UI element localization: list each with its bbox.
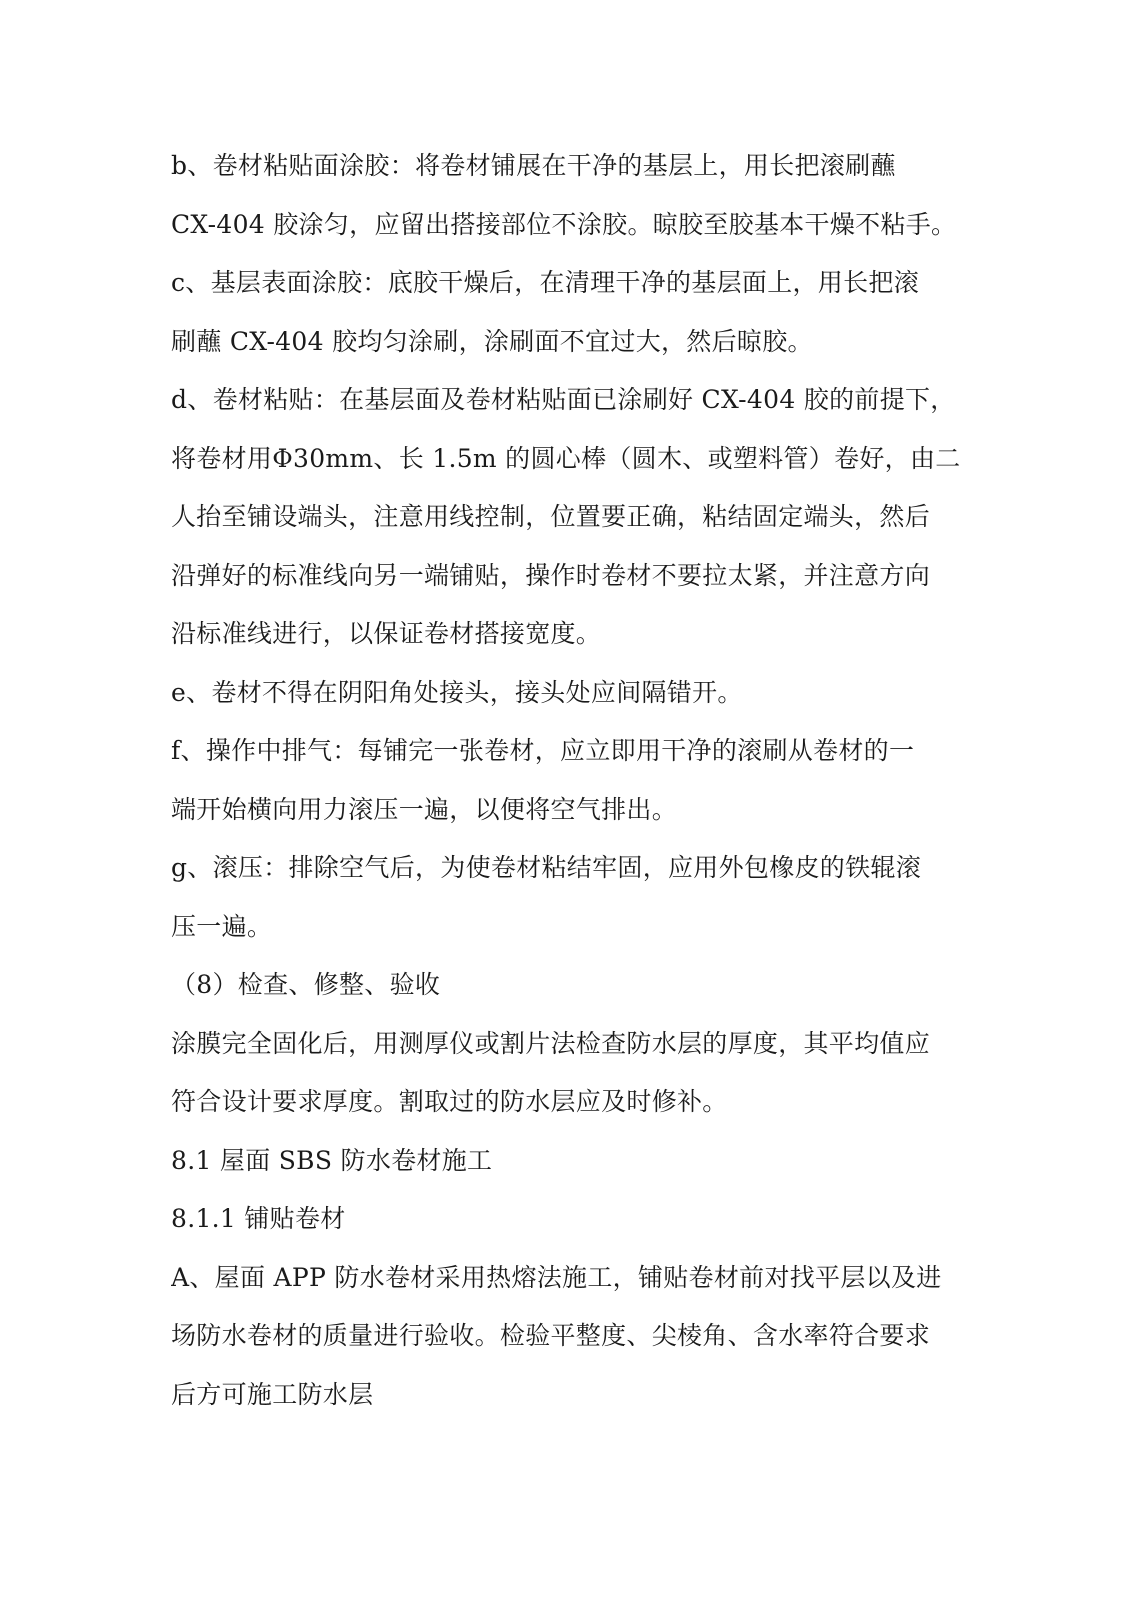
paragraph-d (171, 371, 961, 664)
text-line: （8）检查、修整、验收 (171, 970, 441, 999)
section-heading-8 (171, 956, 961, 1015)
text-line: 端开始横向用力滚压一遍，以便将空气排出。 (171, 794, 678, 824)
text-line: e、卷材不得在阴阳角处接头，接头处应间隔错开。 (171, 677, 743, 707)
text-line: 后方可施工防水层 (171, 1379, 374, 1409)
paragraph-inspection (171, 1015, 961, 1132)
text-line: 压一遍。 (171, 911, 273, 941)
text-line: 场防水卷材的质量进行验收。检验平整度、尖棱角、含水率符合要求 (171, 1321, 931, 1350)
text-line: 将卷材用Φ30mm、长 1.5m 的圆心棒（圆木、或塑料管）卷好，由二 (171, 443, 961, 473)
text-line: CX-404 胶涂匀，应留出搭接部位不涂胶。晾胶至胶基本干燥不粘手。 (171, 209, 957, 239)
paragraph-g (171, 839, 961, 956)
text-line: 8.1 屋面 SBS 防水卷材施工 (171, 1145, 493, 1175)
text-line: 8.1.1 铺贴卷材 (171, 1204, 346, 1233)
text-line: 涂膜完全固化后，用测厚仪或割片法检查防水层的厚度，其平均值应 (171, 1028, 931, 1058)
text-line: 人抬至铺设端头，注意用线控制，位置要正确，粘结固定端头，然后 (171, 502, 931, 531)
paragraph-a (171, 1249, 961, 1425)
text-line: d、卷材粘贴：在基层面及卷材粘贴面已涂刷好 CX-404 胶的前提下， (171, 385, 956, 414)
paragraph-c (171, 254, 961, 371)
text-line: 刷蘸 CX-404 胶均匀涂刷，涂刷面不宜过大，然后晾胶。 (171, 326, 813, 356)
document-page (171, 137, 961, 1424)
text-line: 沿弹好的标准线向另一端铺贴，操作时卷材不要拉太紧，并注意方向 (171, 560, 931, 590)
text-line: 沿标准线进行，以保证卷材搭接宽度。 (171, 619, 602, 648)
section-heading-8-1-1 (171, 1190, 961, 1249)
text-line: g、滚压：排除空气后，为使卷材粘结牢固，应用外包橡皮的铁辊滚 (171, 853, 922, 882)
paragraph-f (171, 722, 961, 839)
text-line: f、操作中排气：每铺完一张卷材，应立即用干净的滚刷从卷材的一 (171, 736, 915, 765)
text-line: c、基层表面涂胶：底胶干燥后，在清理干净的基层面上，用长把滚 (171, 268, 920, 297)
text-line: b、卷材粘贴面涂胶：将卷材铺展在干净的基层上，用长把滚刷蘸 (171, 151, 896, 180)
paragraph-e (171, 664, 961, 723)
paragraph-b (171, 137, 961, 254)
text-line: 符合设计要求厚度。割取过的防水层应及时修补。 (171, 1087, 728, 1116)
text-line: A、屋面 APP 防水卷材采用热熔法施工，铺贴卷材前对找平层以及进 (171, 1262, 942, 1292)
section-heading-8-1 (171, 1132, 961, 1191)
